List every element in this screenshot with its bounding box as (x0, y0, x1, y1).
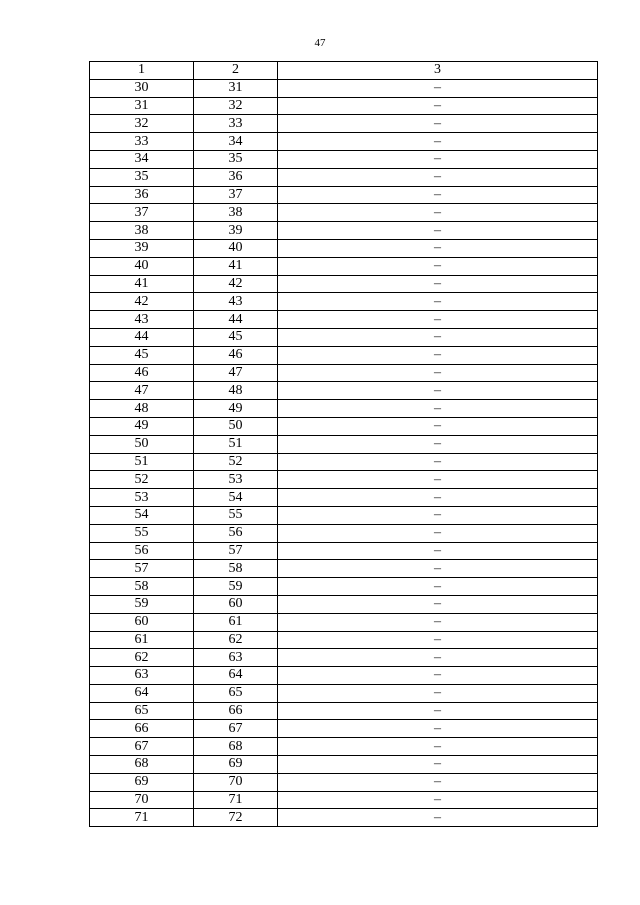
table-cell-col2: 42 (194, 275, 278, 293)
table-cell-col2: 31 (194, 79, 278, 97)
table-cell-col2: 34 (194, 133, 278, 151)
table-row (90, 738, 598, 756)
table-cell-col2: 39 (194, 222, 278, 240)
table-cell-col2: 43 (194, 293, 278, 311)
table-cell-col3: – (278, 489, 598, 507)
column-header-1: 1 (90, 62, 194, 80)
table-row (90, 773, 598, 791)
table-cell-col1: 43 (90, 311, 194, 329)
table-row (90, 257, 598, 275)
table-cell-col1: 52 (90, 471, 194, 489)
table-cell-col1: 41 (90, 275, 194, 293)
table-cell-col1: 40 (90, 257, 194, 275)
table-cell-col2: 71 (194, 791, 278, 809)
table-cell-col2: 65 (194, 684, 278, 702)
table-row (90, 578, 598, 596)
table-cell-col2: 66 (194, 702, 278, 720)
table-cell-col2: 67 (194, 720, 278, 738)
table-cell-col3: – (278, 560, 598, 578)
table-row (90, 382, 598, 400)
table-cell-col3: – (278, 809, 598, 827)
table-cell-col1: 44 (90, 328, 194, 346)
table-row (90, 222, 598, 240)
table-row (90, 506, 598, 524)
table-row (90, 684, 598, 702)
column-header-2: 2 (194, 62, 278, 80)
table-cell-col3: – (278, 667, 598, 685)
column-header-3: 3 (278, 62, 598, 80)
table-cell-col2: 47 (194, 364, 278, 382)
table-row (90, 756, 598, 774)
table-cell-col3: – (278, 435, 598, 453)
table-cell-col2: 69 (194, 756, 278, 774)
table-cell-col1: 30 (90, 79, 194, 97)
table-cell-col1: 47 (90, 382, 194, 400)
table-cell-col1: 39 (90, 239, 194, 257)
table-cell-col1: 49 (90, 417, 194, 435)
table-cell-col1: 45 (90, 346, 194, 364)
table-row (90, 809, 598, 827)
table-header-row (90, 62, 598, 80)
table-cell-col3: – (278, 382, 598, 400)
table-cell-col3: – (278, 115, 598, 133)
table-cell-col2: 52 (194, 453, 278, 471)
table-cell-col3: – (278, 578, 598, 596)
table-cell-col3: – (278, 613, 598, 631)
table-cell-col3: – (278, 186, 598, 204)
table-row (90, 168, 598, 186)
table-cell-col2: 45 (194, 328, 278, 346)
table-body (90, 79, 598, 826)
table-cell-col2: 72 (194, 809, 278, 827)
table-cell-col1: 46 (90, 364, 194, 382)
table-cell-col3: – (278, 346, 598, 364)
table-row (90, 489, 598, 507)
table-row (90, 791, 598, 809)
table-cell-col3: – (278, 204, 598, 222)
table-cell-col1: 69 (90, 773, 194, 791)
table-row (90, 150, 598, 168)
table-row (90, 97, 598, 115)
table-cell-col2: 37 (194, 186, 278, 204)
table-cell-col3: – (278, 649, 598, 667)
table-cell-col1: 61 (90, 631, 194, 649)
table-cell-col2: 70 (194, 773, 278, 791)
table-cell-col3: – (278, 542, 598, 560)
table-cell-col3: – (278, 275, 598, 293)
table-row (90, 595, 598, 613)
table-row (90, 204, 598, 222)
table-cell-col1: 66 (90, 720, 194, 738)
table-cell-col1: 34 (90, 150, 194, 168)
table-row (90, 275, 598, 293)
table-cell-col1: 65 (90, 702, 194, 720)
table-cell-col1: 50 (90, 435, 194, 453)
table-cell-col1: 38 (90, 222, 194, 240)
table-cell-col3: – (278, 79, 598, 97)
table-cell-col2: 32 (194, 97, 278, 115)
table-cell-col3: – (278, 756, 598, 774)
table-row (90, 435, 598, 453)
table-cell-col2: 62 (194, 631, 278, 649)
table-cell-col1: 57 (90, 560, 194, 578)
table-cell-col3: – (278, 364, 598, 382)
table-row (90, 524, 598, 542)
table-cell-col2: 54 (194, 489, 278, 507)
table-cell-col3: – (278, 471, 598, 489)
table-cell-col3: – (278, 453, 598, 471)
table-cell-col1: 62 (90, 649, 194, 667)
table-cell-col2: 46 (194, 346, 278, 364)
table-cell-col1: 33 (90, 133, 194, 151)
table-cell-col1: 64 (90, 684, 194, 702)
table-cell-col3: – (278, 168, 598, 186)
table-cell-col2: 63 (194, 649, 278, 667)
table-cell-col3: – (278, 328, 598, 346)
table-cell-col1: 58 (90, 578, 194, 596)
table-row (90, 79, 598, 97)
table-cell-col3: – (278, 257, 598, 275)
table-row (90, 417, 598, 435)
table-row (90, 453, 598, 471)
table-cell-col1: 32 (90, 115, 194, 133)
table-row (90, 400, 598, 418)
table-cell-col2: 35 (194, 150, 278, 168)
table-cell-col3: – (278, 133, 598, 151)
table-row (90, 471, 598, 489)
table-cell-col1: 55 (90, 524, 194, 542)
table-row (90, 186, 598, 204)
table-cell-col3: – (278, 773, 598, 791)
table-cell-col1: 54 (90, 506, 194, 524)
table-cell-col2: 56 (194, 524, 278, 542)
page-number: 47 (314, 37, 326, 49)
table-cell-col3: – (278, 150, 598, 168)
table-cell-col3: – (278, 311, 598, 329)
table-cell-col1: 51 (90, 453, 194, 471)
table-row (90, 311, 598, 329)
table-row (90, 631, 598, 649)
table-row (90, 667, 598, 685)
table-cell-col1: 71 (90, 809, 194, 827)
table-cell-col1: 68 (90, 756, 194, 774)
table-row (90, 649, 598, 667)
table-cell-col3: – (278, 417, 598, 435)
table-cell-col3: – (278, 239, 598, 257)
table-cell-col2: 33 (194, 115, 278, 133)
table-cell-col2: 53 (194, 471, 278, 489)
table-row (90, 720, 598, 738)
table-row (90, 364, 598, 382)
table-cell-col3: – (278, 293, 598, 311)
table-cell-col3: – (278, 684, 598, 702)
table-cell-col3: – (278, 222, 598, 240)
table-cell-col1: 31 (90, 97, 194, 115)
table-cell-col2: 50 (194, 417, 278, 435)
table-cell-col2: 57 (194, 542, 278, 560)
table-cell-col3: – (278, 720, 598, 738)
table-cell-col2: 64 (194, 667, 278, 685)
table-cell-col3: – (278, 595, 598, 613)
table-cell-col2: 36 (194, 168, 278, 186)
table-row (90, 115, 598, 133)
table-cell-col2: 58 (194, 560, 278, 578)
data-table (89, 61, 598, 827)
table-cell-col1: 63 (90, 667, 194, 685)
table-cell-col2: 40 (194, 239, 278, 257)
table-cell-col2: 60 (194, 595, 278, 613)
table-cell-col2: 61 (194, 613, 278, 631)
table-cell-col2: 48 (194, 382, 278, 400)
table-cell-col1: 70 (90, 791, 194, 809)
table-cell-col3: – (278, 506, 598, 524)
table-row (90, 702, 598, 720)
table-cell-col3: – (278, 738, 598, 756)
table-cell-col1: 36 (90, 186, 194, 204)
table-cell-col1: 48 (90, 400, 194, 418)
table-row (90, 293, 598, 311)
table-row (90, 560, 598, 578)
table-cell-col2: 38 (194, 204, 278, 222)
table-cell-col3: – (278, 524, 598, 542)
table-cell-col1: 56 (90, 542, 194, 560)
table-cell-col2: 55 (194, 506, 278, 524)
table-cell-col2: 49 (194, 400, 278, 418)
table-row (90, 328, 598, 346)
table-cell-col3: – (278, 631, 598, 649)
table-cell-col3: – (278, 702, 598, 720)
table-cell-col1: 42 (90, 293, 194, 311)
table-cell-col2: 59 (194, 578, 278, 596)
table-cell-col1: 37 (90, 204, 194, 222)
table-row (90, 542, 598, 560)
table-cell-col1: 53 (90, 489, 194, 507)
table-cell-col1: 59 (90, 595, 194, 613)
table-row (90, 613, 598, 631)
table-row (90, 346, 598, 364)
table-cell-col3: – (278, 400, 598, 418)
table-cell-col2: 41 (194, 257, 278, 275)
table-cell-col2: 44 (194, 311, 278, 329)
table-cell-col2: 51 (194, 435, 278, 453)
table-row (90, 133, 598, 151)
table-cell-col3: – (278, 97, 598, 115)
table-cell-col2: 68 (194, 738, 278, 756)
table-cell-col3: – (278, 791, 598, 809)
table-cell-col1: 67 (90, 738, 194, 756)
table-row (90, 239, 598, 257)
table-cell-col1: 35 (90, 168, 194, 186)
table-cell-col1: 60 (90, 613, 194, 631)
